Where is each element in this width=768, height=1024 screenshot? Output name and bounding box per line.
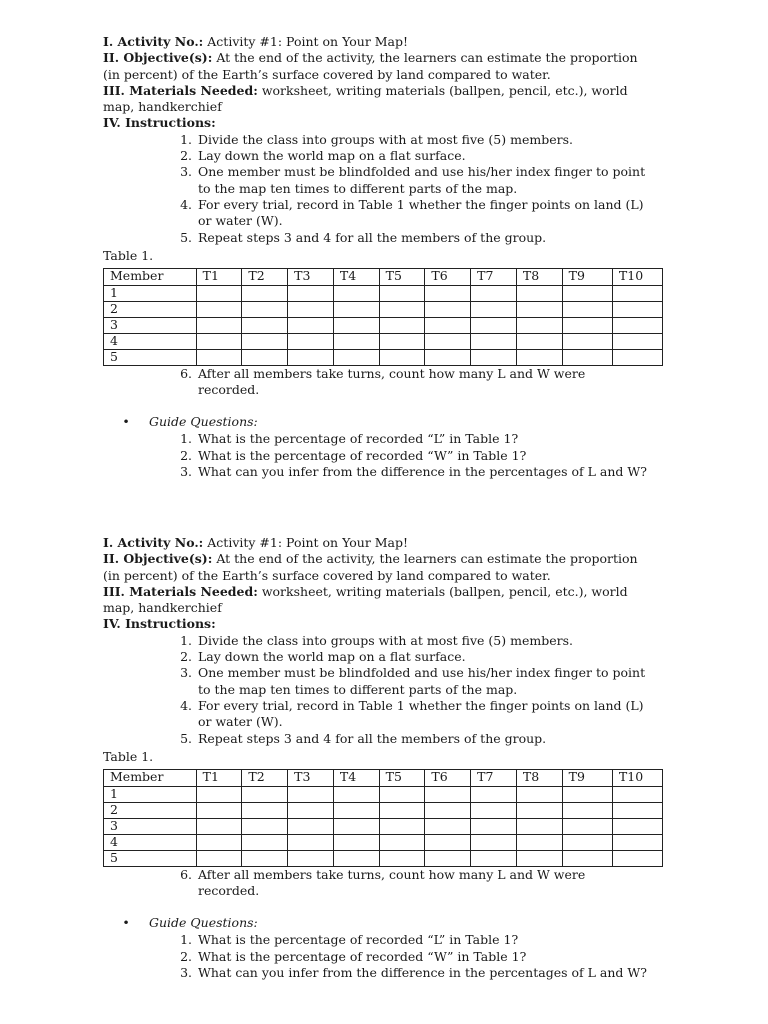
table-header-trial: T2	[242, 769, 288, 786]
table-header-trial: T7	[471, 268, 517, 285]
step-line	[103, 197, 663, 213]
trial-cell[interactable]	[288, 802, 334, 818]
step-number: 1.	[180, 632, 192, 648]
trial-cell[interactable]	[333, 786, 379, 802]
step-number: 3.	[180, 665, 192, 681]
trial-cell[interactable]	[379, 802, 425, 818]
table-row	[104, 850, 663, 866]
trial-cell[interactable]	[242, 834, 288, 850]
instruction-steps	[103, 132, 663, 246]
trial-cell[interactable]	[196, 333, 242, 349]
trial-cell[interactable]	[196, 802, 242, 818]
table-row	[104, 834, 663, 850]
materials-text-cont: map, handkerchief	[103, 99, 222, 115]
step-text: After all members take turns, count how many L and W were	[198, 866, 586, 882]
guide-title: Guide Questions:	[149, 414, 258, 430]
guide-question	[103, 932, 663, 948]
trial-cell[interactable]	[612, 333, 662, 349]
materials-text-cont: map, handkerchief	[103, 600, 222, 616]
objective-line	[103, 551, 663, 567]
activity-line	[103, 34, 663, 50]
trial-cell[interactable]	[196, 317, 242, 333]
trial-cell[interactable]	[288, 349, 334, 365]
step-text-cont: or water (W).	[198, 714, 283, 730]
table-header-trial: T7	[471, 769, 517, 786]
trial-cell[interactable]	[471, 786, 517, 802]
trial-cell[interactable]	[379, 285, 425, 301]
trial-cell[interactable]	[196, 349, 242, 365]
step-line	[103, 731, 663, 747]
step-line	[103, 665, 663, 681]
trial-cell[interactable]	[516, 301, 562, 317]
step-text: One member must be blindfolded and use his/her index finger to point	[198, 665, 646, 681]
member-number-cell: 5	[104, 349, 197, 365]
trial-cell[interactable]	[562, 850, 612, 866]
instruction-step	[103, 633, 663, 649]
bullet-icon: •	[122, 915, 130, 931]
trial-cell[interactable]	[562, 349, 612, 365]
materials-text: worksheet, writing materials (ballpen, pencil, etc.), world	[257, 583, 628, 599]
trial-cell[interactable]	[333, 301, 379, 317]
trial-cell[interactable]	[333, 349, 379, 365]
trial-cell[interactable]	[516, 317, 562, 333]
table-header-trial: T6	[425, 769, 471, 786]
member-number-cell: 4	[104, 333, 197, 349]
instruction-step	[103, 649, 663, 665]
step-text: Divide the class into groups with at most five (5) members.	[198, 632, 573, 648]
trial-cell[interactable]	[196, 818, 242, 834]
trial-cell[interactable]	[425, 802, 471, 818]
step-text: Lay down the world map on a flat surface.	[198, 649, 466, 665]
table-header-member: Member	[104, 769, 197, 786]
trial-table	[103, 769, 663, 867]
objective-text-cont: (in percent) of the Earth’s surface covered by land compared to water.	[103, 567, 551, 583]
member-number-cell: 3	[104, 818, 197, 834]
question-number: 2.	[180, 447, 192, 463]
instructions-label: IV. Instructions:	[103, 115, 216, 131]
trial-cell[interactable]	[562, 301, 612, 317]
table-header-trial: T5	[379, 268, 425, 285]
table-row	[104, 818, 663, 834]
question-text: What can you infer from the difference in the percentages of L and W?	[198, 464, 647, 480]
instruction-step	[103, 698, 663, 731]
trial-cell[interactable]	[425, 285, 471, 301]
objective-text-cont: (in percent) of the Earth’s surface covered by land compared to water.	[103, 66, 551, 82]
trial-cell[interactable]	[288, 333, 334, 349]
activity-sheet	[103, 535, 663, 981]
trial-cell[interactable]	[196, 834, 242, 850]
question-text: What is the percentage of recorded “L” in Table 1?	[198, 431, 519, 447]
instruction-step	[103, 731, 663, 747]
materials-label: III. Materials Needed:	[103, 583, 258, 599]
trial-cell[interactable]	[288, 850, 334, 866]
step-number: 4.	[180, 196, 192, 212]
objective-label: II. Objective(s):	[103, 50, 213, 66]
trial-cell[interactable]	[516, 818, 562, 834]
table-row	[104, 333, 663, 349]
step-text: For every trial, record in Table 1 whether the finger points on land (L)	[198, 196, 644, 212]
trial-cell[interactable]	[242, 349, 288, 365]
trial-cell[interactable]	[242, 786, 288, 802]
trial-cell[interactable]	[242, 333, 288, 349]
trial-cell[interactable]	[516, 786, 562, 802]
trial-cell[interactable]	[379, 317, 425, 333]
table-header-trial: T10	[612, 769, 662, 786]
table-header-trial: T8	[516, 268, 562, 285]
step-text: Divide the class into groups with at most five (5) members.	[198, 131, 573, 147]
materials-line	[103, 83, 663, 99]
trial-cell[interactable]	[333, 317, 379, 333]
trial-cell[interactable]	[333, 818, 379, 834]
trial-cell[interactable]	[471, 349, 517, 365]
trial-cell[interactable]	[288, 301, 334, 317]
instruction-step	[103, 665, 663, 698]
objective-text: At the end of the activity, the learners can estimate the proportion	[212, 551, 638, 567]
guide-questions	[103, 915, 663, 981]
table-header-trial: T1	[196, 769, 242, 786]
objective-label: II. Objective(s):	[103, 551, 213, 567]
table-header-trial: T3	[288, 268, 334, 285]
trial-cell[interactable]	[471, 834, 517, 850]
trial-cell[interactable]	[242, 317, 288, 333]
step-line	[103, 148, 663, 164]
activity-label: I. Activity No.:	[103, 34, 204, 49]
objective-line	[103, 50, 663, 66]
trial-cell[interactable]	[242, 802, 288, 818]
step-number: 1.	[180, 131, 192, 147]
trial-cell[interactable]	[516, 802, 562, 818]
trial-cell[interactable]	[379, 349, 425, 365]
instruction-step	[103, 366, 663, 382]
trial-cell[interactable]	[471, 802, 517, 818]
trial-cell[interactable]	[562, 317, 612, 333]
trial-cell[interactable]	[242, 301, 288, 317]
instructions-label: IV. Instructions:	[103, 616, 216, 632]
trial-cell[interactable]	[471, 301, 517, 317]
table-label: Table 1.	[103, 748, 154, 764]
trial-cell[interactable]	[612, 349, 662, 365]
table-header-trial: T4	[333, 769, 379, 786]
guide-question	[103, 431, 663, 447]
step-text-cont: or water (W).	[198, 213, 283, 229]
table-header-trial: T8	[516, 769, 562, 786]
guide-title: Guide Questions:	[149, 915, 258, 931]
trial-cell[interactable]	[562, 333, 612, 349]
step-number: 3.	[180, 164, 192, 180]
trial-cell[interactable]	[196, 301, 242, 317]
activity-value: Activity #1: Point on Your Map!	[203, 535, 409, 550]
trial-cell[interactable]	[333, 802, 379, 818]
trial-cell[interactable]	[612, 818, 662, 834]
step-text: Lay down the world map on a flat surface.	[198, 148, 466, 164]
trial-cell[interactable]	[196, 850, 242, 866]
trial-cell[interactable]	[612, 301, 662, 317]
member-number-cell: 5	[104, 850, 197, 866]
step-number: 2.	[180, 148, 192, 164]
trial-cell[interactable]	[562, 786, 612, 802]
table-header-row	[104, 268, 663, 285]
trial-cell[interactable]	[516, 285, 562, 301]
step-text: After all members take turns, count how many L and W were	[198, 365, 586, 381]
step-line	[103, 164, 663, 180]
step-number: 6.	[180, 365, 192, 381]
materials-label: III. Materials Needed:	[103, 82, 258, 98]
question-number: 1.	[180, 431, 192, 447]
objective-text: At the end of the activity, the learners can estimate the proportion	[212, 50, 638, 66]
member-number-cell: 1	[104, 285, 197, 301]
step-text-cont: to the map ten times to different parts of the map.	[198, 180, 518, 196]
step-line	[103, 649, 663, 665]
trial-cell[interactable]	[288, 786, 334, 802]
table-row	[104, 802, 663, 818]
question-number: 3.	[180, 965, 192, 981]
trial-cell[interactable]	[333, 834, 379, 850]
step-text-cont: to the map ten times to different parts of the map.	[198, 681, 518, 697]
trial-cell[interactable]	[516, 850, 562, 866]
trial-cell[interactable]	[425, 349, 471, 365]
question-number: 1.	[180, 932, 192, 948]
table-header-trial: T9	[562, 268, 612, 285]
trial-cell[interactable]	[333, 285, 379, 301]
trial-cell[interactable]	[562, 818, 612, 834]
trial-cell[interactable]	[196, 285, 242, 301]
trial-cell[interactable]	[425, 850, 471, 866]
guide-heading	[103, 414, 663, 430]
trial-cell[interactable]	[562, 285, 612, 301]
activity-value: Activity #1: Point on Your Map!	[203, 34, 409, 49]
step-text: For every trial, record in Table 1 whether the finger points on land (L)	[198, 697, 644, 713]
instruction-step	[103, 197, 663, 230]
table-row	[104, 786, 663, 802]
table-header-trial: T2	[242, 268, 288, 285]
instruction-steps	[103, 633, 663, 747]
table-row	[104, 285, 663, 301]
trial-cell[interactable]	[471, 850, 517, 866]
instruction-step	[103, 230, 663, 246]
trial-cell[interactable]	[516, 333, 562, 349]
trial-cell[interactable]	[288, 285, 334, 301]
trial-cell[interactable]	[196, 786, 242, 802]
trial-cell[interactable]	[379, 786, 425, 802]
guide-question-list	[103, 932, 663, 981]
table-header-trial: T6	[425, 268, 471, 285]
trial-cell[interactable]	[516, 834, 562, 850]
step-number: 5.	[180, 229, 192, 245]
step-number: 4.	[180, 697, 192, 713]
trial-cell[interactable]	[288, 317, 334, 333]
activity-label: I. Activity No.:	[103, 535, 204, 550]
activity-line	[103, 535, 663, 551]
trial-cell[interactable]	[425, 317, 471, 333]
trial-cell[interactable]	[562, 802, 612, 818]
trial-cell[interactable]	[516, 349, 562, 365]
question-text: What is the percentage of recorded “L” in Table 1?	[198, 932, 519, 948]
guide-question	[103, 949, 663, 965]
trial-cell[interactable]	[242, 818, 288, 834]
activity-sheet	[103, 34, 663, 480]
table-header-row	[104, 769, 663, 786]
materials-line	[103, 584, 663, 600]
table-header-trial: T10	[612, 268, 662, 285]
trial-cell[interactable]	[333, 333, 379, 349]
member-number-cell: 3	[104, 317, 197, 333]
trial-cell[interactable]	[612, 850, 662, 866]
step-text: One member must be blindfolded and use his/her index finger to point	[198, 164, 646, 180]
trial-cell[interactable]	[471, 818, 517, 834]
step-line	[103, 633, 663, 649]
instruction-step	[103, 867, 663, 883]
member-number-cell: 4	[104, 834, 197, 850]
step-line	[103, 132, 663, 148]
trial-cell[interactable]	[379, 818, 425, 834]
step-line	[103, 698, 663, 714]
trial-cell[interactable]	[379, 834, 425, 850]
trial-cell[interactable]	[333, 850, 379, 866]
trial-cell[interactable]	[425, 834, 471, 850]
trial-cell[interactable]	[379, 850, 425, 866]
guide-question	[103, 464, 663, 480]
member-number-cell: 1	[104, 786, 197, 802]
trial-cell[interactable]	[471, 333, 517, 349]
trial-cell[interactable]	[612, 317, 662, 333]
step-text: Repeat steps 3 and 4 for all the members of the group.	[198, 730, 547, 746]
guide-heading	[103, 915, 663, 931]
table-row	[104, 349, 663, 365]
trial-cell[interactable]	[288, 818, 334, 834]
member-number-cell: 2	[104, 802, 197, 818]
question-number: 2.	[180, 948, 192, 964]
step-text-cont: recorded.	[198, 883, 260, 899]
trial-cell[interactable]	[242, 285, 288, 301]
table-header-member: Member	[104, 268, 197, 285]
trial-cell[interactable]	[425, 818, 471, 834]
trial-cell[interactable]	[425, 333, 471, 349]
question-text: What can you infer from the difference in the percentages of L and W?	[198, 965, 647, 981]
step-text: Repeat steps 3 and 4 for all the members of the group.	[198, 229, 547, 245]
table-header-trial: T1	[196, 268, 242, 285]
materials-text: worksheet, writing materials (ballpen, pencil, etc.), world	[257, 82, 628, 98]
step-number: 2.	[180, 649, 192, 665]
trial-cell[interactable]	[612, 802, 662, 818]
guide-question	[103, 448, 663, 464]
table-header-trial: T9	[562, 769, 612, 786]
guide-question-list	[103, 431, 663, 480]
question-text: What is the percentage of recorded “W” in Table 1?	[198, 948, 527, 964]
trial-cell[interactable]	[425, 301, 471, 317]
trial-cell[interactable]	[562, 834, 612, 850]
trial-cell[interactable]	[612, 786, 662, 802]
question-number: 3.	[180, 464, 192, 480]
step-number: 6.	[180, 866, 192, 882]
trial-cell[interactable]	[612, 834, 662, 850]
instruction-step	[103, 132, 663, 148]
member-number-cell: 2	[104, 301, 197, 317]
guide-question	[103, 965, 663, 981]
trial-cell[interactable]	[471, 317, 517, 333]
trial-cell[interactable]	[612, 285, 662, 301]
instruction-step	[103, 148, 663, 164]
bullet-icon: •	[122, 414, 130, 430]
trial-cell[interactable]	[379, 301, 425, 317]
trial-cell[interactable]	[425, 786, 471, 802]
trial-cell[interactable]	[471, 285, 517, 301]
table-header-trial: T5	[379, 769, 425, 786]
step-line	[103, 230, 663, 246]
table-label: Table 1.	[103, 247, 154, 263]
step-text-cont: recorded.	[198, 382, 260, 398]
trial-cell[interactable]	[379, 333, 425, 349]
question-text: What is the percentage of recorded “W” in Table 1?	[198, 447, 527, 463]
table-header-trial: T4	[333, 268, 379, 285]
table-row	[104, 301, 663, 317]
trial-cell[interactable]	[242, 850, 288, 866]
table-header-trial: T3	[288, 769, 334, 786]
trial-table	[103, 268, 663, 366]
step-number: 5.	[180, 730, 192, 746]
trial-cell[interactable]	[288, 834, 334, 850]
guide-questions	[103, 414, 663, 480]
table-row	[104, 317, 663, 333]
instruction-step	[103, 164, 663, 197]
